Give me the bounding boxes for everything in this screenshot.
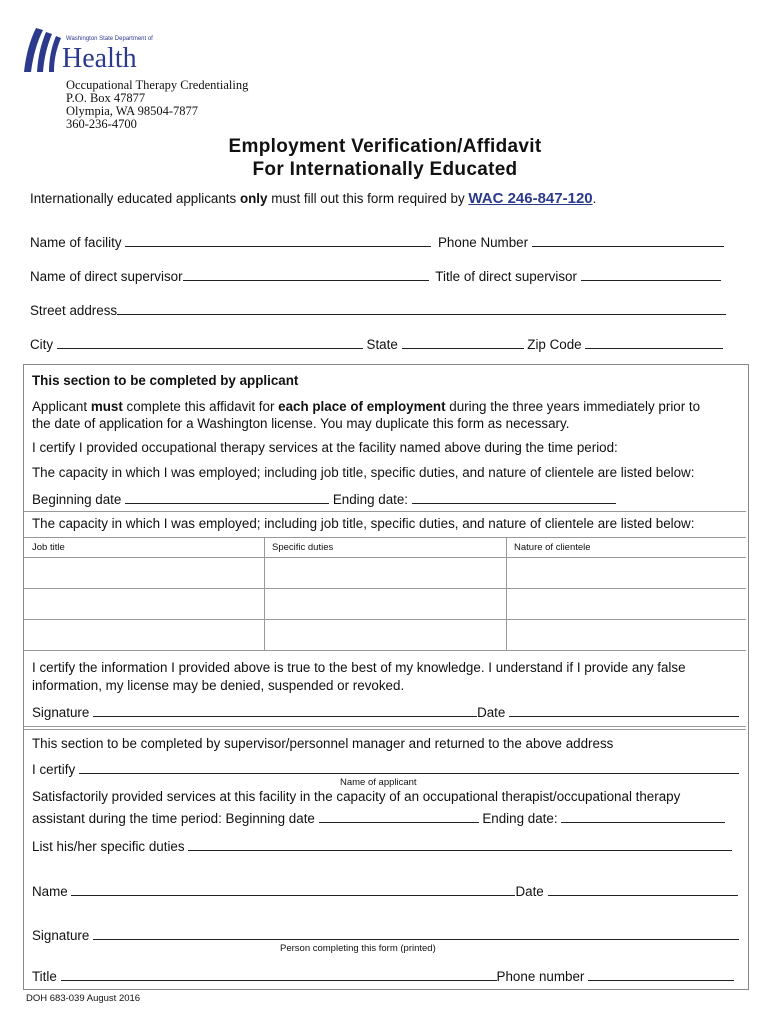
applicant-date-field[interactable] (509, 703, 739, 717)
section-divider (24, 511, 746, 512)
supervisor-name-input[interactable] (71, 882, 515, 896)
page-title-line1: Employment Verification/Affidavit (228, 136, 542, 157)
street-row: Street address (30, 301, 726, 318)
intro-text: Internationally educated applicants only must fill out this form required by WAC 246-847-120. (30, 190, 597, 207)
applicant-certify-text: I certify I provided occupational therapy services at the facility named above during the time period: (32, 440, 618, 455)
applicant-signature-field[interactable] (93, 703, 477, 717)
beginning-date-field[interactable] (125, 490, 329, 504)
supervisor-signature-field[interactable] (93, 926, 739, 940)
state-field[interactable] (402, 335, 524, 349)
applicant-instructions-line1: Applicant must complete this affidavit for each place of employment during the three years immediately prior to (32, 399, 701, 414)
specific-duties-field[interactable] (188, 837, 732, 851)
city-field[interactable] (57, 335, 363, 349)
specific-duties-row: List his/her specific duties (32, 837, 732, 854)
column-header-job-title: Job title (32, 542, 65, 553)
page-title-line2: For Internationally Educated (252, 159, 518, 180)
column-header-nature-of-clientele: Nature of clientele (514, 542, 591, 553)
zip-code-field[interactable] (585, 335, 723, 349)
po-box: P.O. Box 47877 (66, 91, 146, 105)
certification-line1: I certify the information I provided above is true to the best of my knowledge. I understand if I provide any false (32, 660, 686, 675)
applicant-signature-row: Signature Date (32, 703, 739, 720)
facility-name-row: Name of facility Phone Number (30, 233, 724, 250)
logo-small-text: Washington State Department of (66, 36, 153, 42)
supervisor-row: Name of direct supervisor Title of direct supervisor (30, 267, 721, 284)
printed-name-caption: Person completing this form (printed) (280, 943, 436, 954)
logo-health-text: Health (62, 43, 137, 74)
logo-mark-icon (22, 26, 66, 76)
supervisor-dates-row: assistant during the time period: Beginning date Ending date: (32, 809, 725, 826)
supervisor-ending-date-field[interactable] (561, 809, 725, 823)
double-divider-bottom (24, 729, 746, 730)
applicant-capacity-text-2: The capacity in which I was employed; including job title, specific duties, and nature of clientele are listed below: (32, 516, 695, 531)
supervisor-beginning-date-field[interactable] (319, 809, 479, 823)
supervisor-phone-field[interactable] (588, 967, 734, 981)
city-state-zip: Olympia, WA 98504-7877 (66, 104, 199, 118)
facility-phone-field[interactable] (532, 233, 724, 247)
certification-line2: information, my license may be denied, suspended or revoked. (32, 678, 405, 693)
applicant-name-field[interactable] (79, 760, 739, 774)
table-row[interactable] (25, 589, 745, 618)
supervisor-title-field[interactable] (581, 267, 721, 281)
street-address-field[interactable] (117, 301, 726, 315)
supervisor-date-field[interactable] (548, 882, 738, 896)
facility-name-field[interactable] (125, 233, 431, 247)
supervisor-name-field[interactable] (183, 267, 429, 281)
applicant-capacity-text: The capacity in which I was employed; including job title, specific duties, and nature of clientele are listed below: (32, 465, 695, 480)
name-of-applicant-caption: Name of applicant (340, 777, 417, 788)
supervisor-capacity-line1: Satisfactorily provided services at this facility in the capacity of an occupational therapist/occupational therapy (32, 789, 681, 804)
phone-number: 360-236-4700 (66, 117, 137, 131)
supervisor-title-row: Title Phone number (32, 967, 734, 984)
applicant-instructions-line2: the date of application for a Washington license. You may duplicate this form as necessary. (32, 416, 570, 431)
city-row: City State Zip Code (30, 335, 723, 352)
supervisor-signature-row: Signature (32, 926, 739, 943)
table-row[interactable] (25, 620, 745, 649)
supervisor-title-input[interactable] (61, 967, 497, 981)
applicant-heading: This section to be completed by applicant (32, 373, 299, 388)
ending-date-field[interactable] (412, 490, 616, 504)
org-name: Occupational Therapy Credentialing (66, 78, 249, 92)
dates-row: Beginning date Ending date: (32, 490, 616, 507)
supervisor-heading: This section to be completed by supervisor/personnel manager and returned to the above address (32, 736, 614, 751)
wac-link[interactable]: WAC 246-847-120 (468, 190, 593, 207)
column-header-specific-duties: Specific duties (272, 542, 334, 553)
double-divider-top (24, 726, 746, 727)
table-row[interactable] (25, 558, 745, 587)
doh-logo (22, 26, 152, 76)
supervisor-name-row: Name Date (32, 882, 738, 899)
supervisor-certify-row: I certify (32, 760, 739, 777)
form-id: DOH 683-039 August 2016 (26, 993, 141, 1004)
